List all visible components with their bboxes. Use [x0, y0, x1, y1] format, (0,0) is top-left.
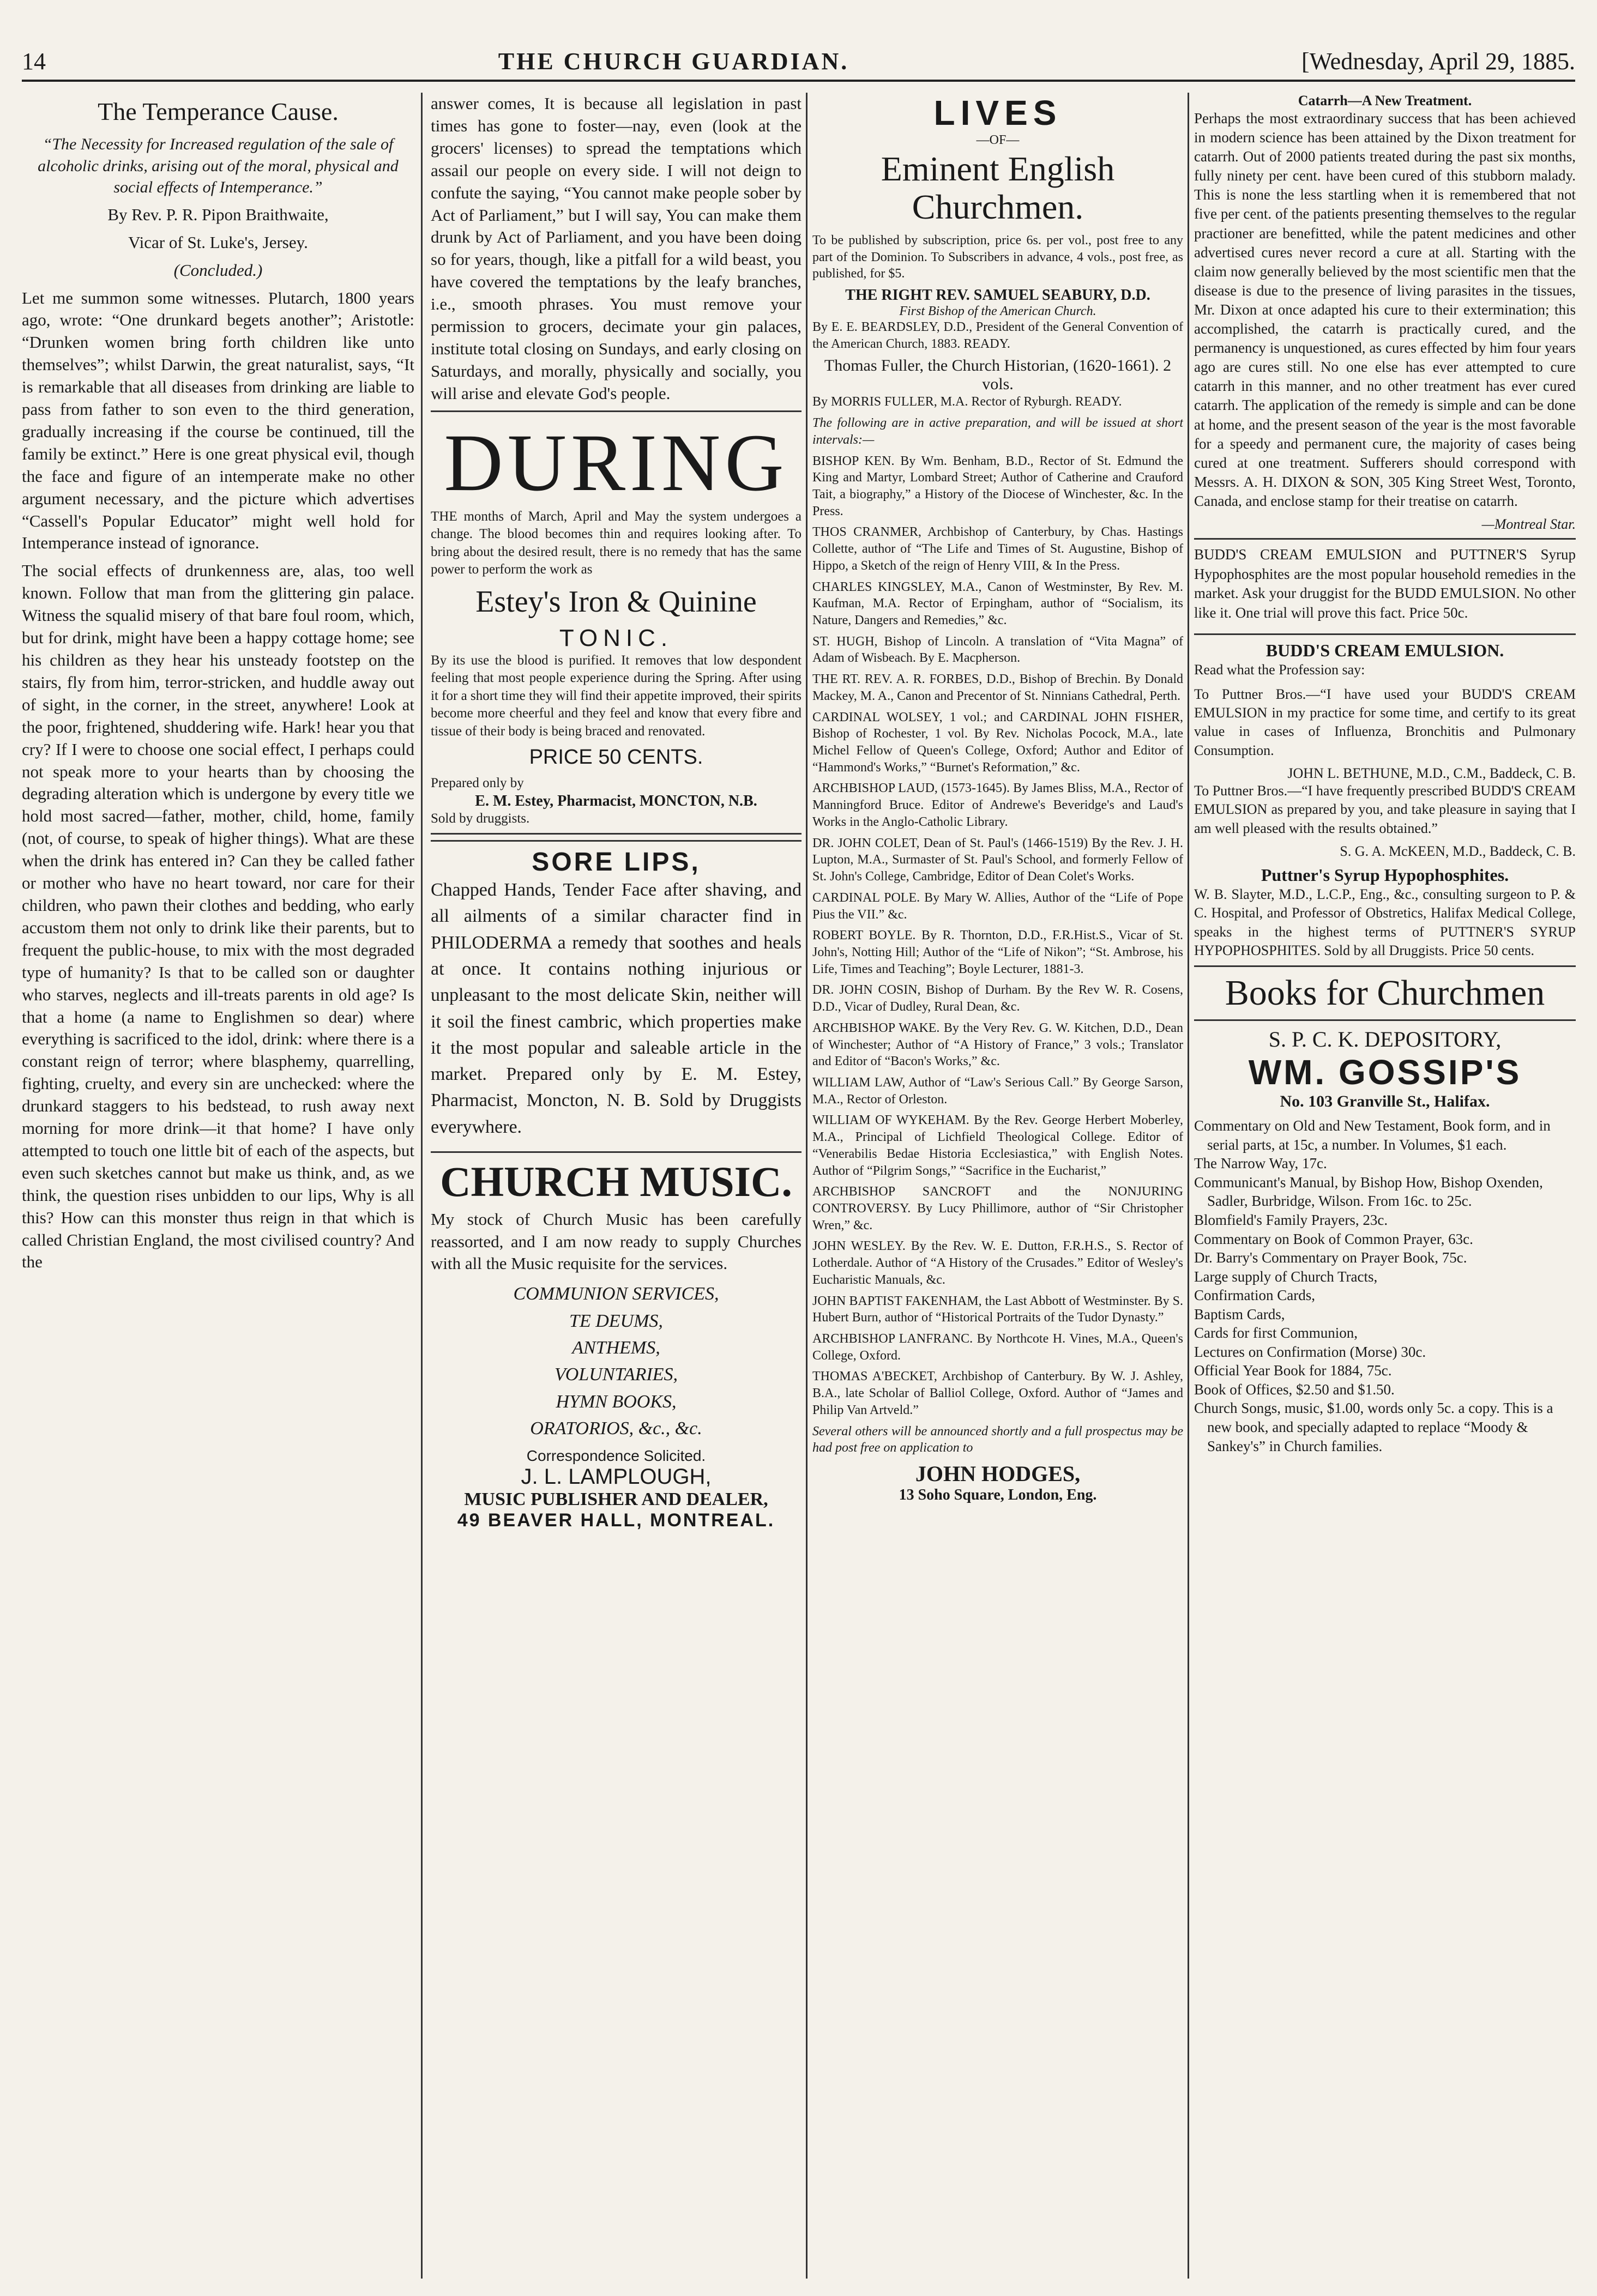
music-item: ANTHEMS,	[572, 1337, 660, 1358]
lives-entry: CARDINAL WOLSEY, 1 vol.; and CARDINAL JOHN FISHER, Bishop of Rochester, 1 vol. By Rev. Nicholas Pocock, M.A., late Michel Fellow of Queen's College, Oxford; Author and Editor of “Hammond's Works,” “Burnet's Reformation,” &c.	[812, 710, 1183, 775]
lives-entry: THOMAS A'BECKET, Archbishop of Canterbury. By W. J. Ashley, B.A., late Scholar of Balliol College, Oxford. Author of “James and Philip Van Artveld.”	[812, 1369, 1183, 1417]
book-item: Book of Offices, $2.50 and $1.50.	[1194, 1381, 1395, 1398]
music-item: HYMN BOOKS,	[556, 1391, 677, 1412]
music-item: TE DEUMS,	[569, 1310, 663, 1331]
seabury-subtitle: First Bishop of the American Church.	[899, 304, 1096, 318]
article-paragraph: Let me summon some witnesses. Plutarch, 1800 years ago, wrote: “One drunkard begets another”; Aristotle: “Drunken women bring forth children like unto themselves”; whilst Darwin, the great naturalist, says, “It is remarkable that all diseases from drinking are liable to pass from father to son even to the third generation, gradually increasing if the course be continued, till the family be extinct.” Here is one great physical evil, though the face and figure of an intemperate make no other argument necessary, and the picture which advertises “Cassell's Popular Educator” might well hold for Intemperance instead of ignorance.	[22, 288, 414, 553]
article-author-parish: Vicar of St. Luke's, Jersey.	[128, 232, 308, 252]
ad-title: SORE LIPS,	[532, 848, 701, 877]
music-item: COMMUNION SERVICES,	[513, 1284, 719, 1304]
ad-body: Chapped Hands, Tender Face after shaving, and all ailments of a similar character find in PHILODERMA a remedy that soothes and heals at once. It contains nothing injurious or unpleasant to the most delicate Skin, neither will it soil the finest cambric, which properties make it the most popular and saleable article in the market. Prepared only by E. M. Estey, Pharmacist, Moncton, N. B. Sold by Druggists everywhere.	[431, 880, 801, 1137]
ad-product-name: Estey's Iron & Quinine	[475, 584, 757, 619]
budd-testimonial: To Puttner Bros.—“I have frequently prescribed BUDD'S CREAM EMULSION as prepared by you, and take pleasure in saying that I am well pleased with the results obtained.”	[1194, 783, 1576, 836]
lives-entry: BISHOP KEN. By Wm. Benham, B.D., Rector of St. Edmund the King and Martyr, Lombard Street; Author of Catherine and Crauford Tait, a biography,” a History of the Diocese of Winchester, &c. In the Press.	[812, 454, 1183, 518]
lives-series-title: Eminent English Churchmen.	[881, 149, 1115, 227]
lives-entry: JOHN BAPTIST FAKENHAM, the Last Abbott of Westminster. By S. Hubert Burn, author of “Historical Portraits of the Tudor Dynasty.”	[812, 1294, 1183, 1325]
correspondence-note: Correspondence Solicited.	[526, 1447, 706, 1465]
masthead	[22, 22, 1575, 82]
lives-entry: CARDINAL POLE. By Mary W. Allies, Author of the “Life of Pope Pius the VII.” &c.	[812, 890, 1183, 922]
ad-title: CHURCH MUSIC.	[440, 1157, 792, 1205]
church-music-ad	[431, 1158, 801, 1531]
lives-entry: THOS CRANMER, Archbishop of Canterbury, by Chas. Hastings Collette, author of “The Life and Times of St. Augustine, Bishop of Hippo, a Sketch of the reign of Henry VIII, & In the Press.	[812, 525, 1183, 573]
ad-sold: Sold by druggists.	[431, 811, 530, 826]
fuller-author: By MORRIS FULLER, M.A. Rector of Ryburgh. READY.	[812, 395, 1122, 409]
ad-price: PRICE 50 CENTS.	[529, 746, 703, 769]
article-author: By Rev. P. R. Pipon Braithwaite,	[107, 204, 329, 224]
seabury-author: By E. E. BEARDSLEY, D.D., President of the General Convention of the American Church, 1883. READY.	[812, 319, 1183, 351]
ad-body: By its use the blood is purified. It removes that low despondent feeling that most people experience during the Spring. After using it for a short time they will find their appetite improved, their spirits become more cheerful and they feel and know that every fibre and tissue of their body is being braced and renovated.	[431, 652, 801, 739]
column-rule	[421, 93, 423, 2279]
lives-entry: ARCHBISHOP LAUD, (1573-1645). By James Bliss, M.A., Rector of Manningford Bruce. Editor of Andrewe's Beveridge's and Laud's Works in the Anglo-Catholic Library.	[812, 781, 1183, 829]
lives-headline: LIVES	[933, 93, 1062, 132]
music-item: VOLUNTARIES,	[555, 1364, 678, 1385]
ad-body: My stock of Church Music has been carefully reassorted, and I am now ready to supply Churches with all the Music requisite for the services.	[431, 1209, 801, 1273]
lives-entry: ARCHBISHOP LANFRANC. By Northcote H. Vines, M.A., Queen's College, Oxford.	[812, 1332, 1183, 1363]
music-item: ORATORIOS, &c., &c.	[530, 1418, 702, 1439]
seabury-title: THE RIGHT REV. SAMUEL SEABURY, D.D.	[845, 286, 1150, 304]
budd-intro: Read what the Profession say:	[1194, 662, 1365, 678]
following-note: The following are in active preparation, and will be issued at short intervals:—	[812, 416, 1183, 447]
book-item: Dr. Barry's Commentary on Prayer Book, 75c.	[1194, 1249, 1467, 1266]
book-item: Large supply of Church Tracts,	[1194, 1268, 1378, 1285]
dealer-name: J. L. LAMPLOUGH,	[521, 1465, 712, 1489]
ad-prepared-label: Prepared only by	[431, 776, 524, 791]
gossip-address: No. 103 Granville St., Halifax.	[1280, 1092, 1490, 1111]
lives-entry: THE RT. REV. A. R. FORBES, D.D., Bishop of Brechin. By Donald Mackey, M. A., Canon and Precentor of St. Ninnians Cathedral, Perth.	[812, 672, 1183, 703]
book-item: Official Year Book for 1884, 75c.	[1194, 1362, 1392, 1379]
lives-of: —OF—	[976, 133, 1020, 147]
budd-title: BUDD'S CREAM EMULSION.	[1265, 641, 1504, 661]
subscription-note: To be published by subscription, price 6s. per vol., post free to any part of the Dominion. To Subscribers in advance, 4 vols., post free, as published, for $5.	[812, 233, 1183, 281]
publisher-name: JOHN HODGES,	[915, 1461, 1081, 1487]
concluded-label: (Concluded.)	[173, 260, 263, 280]
lives-entry: DR. JOHN COLET, Dean of St. Paul's (1466-1519) By the Rev. J. H. Lupton, M.A., Surmaster of St. Paul's School, and formerly Fellow of St. John's College, Cambridge, Editor of Dean Colet's Works.	[812, 836, 1183, 884]
article-continuation: answer comes, It is because all legislation in past times has gone to foster—nay, even (look at the grocers' licenses) to spread the temptations which assail our people on every side. I will not deign to confute the saying, “You cannot make people sober by Act of Parliament,” but I will say, You can make them drunk by Act of Parliament, and you have been doing so for years, though, like a pitfall for a wild beast, you have covered the temptations by the leafy branches, i.e., smooth phrases. You must remove your permission to grocers, decimate your gin palaces, institute total closing on Sundays, and early closing on Saturdays, and morally, physically and socially, you will arise and elevate God's people.	[431, 94, 801, 403]
column-remedies-books	[1194, 93, 1576, 2279]
lives-entry: WILLIAM OF WYKEHAM. By the Rev. George Herbert Moberley, M.A., Principal of Lichfield Theological College. Editor of “Venerabilis Bedae Historia Ecclesiastica,” with English Notes. Author of “Pilgrim Songs,” “Sacrifice in the Eucharist,”	[812, 1113, 1183, 1178]
lives-entry: ARCHBISHOP WAKE. By the Very Rev. G. W. Kitchen, D.D., Dean of Winchester; Author of “A History of France,” 3 vols.; Translator and Editor of “Bacon's Works,” &c.	[812, 1020, 1183, 1069]
lives-entry: CHARLES KINGSLEY, M.A., Canon of Westminster, By Rev. M. Kaufman, M.A. Rector of Erpingham, author of “Socialism, its Nature, Dangers and Remedies,” &c.	[812, 579, 1183, 627]
gossip-name: WM. GOSSIP'S	[1248, 1053, 1522, 1092]
budd-testimonial-sig: S. G. A. McKEEN, M.D., Baddeck, C. B.	[1340, 843, 1576, 859]
lives-entry: ARCHBISHOP SANCROFT and the NONJURING CONTROVERSY. By Lucy Phillimore, author of “Sir Christopher Wren,” &c.	[812, 1185, 1183, 1232]
sore-lips-ad	[431, 840, 801, 1153]
ad-maker: E. M. Estey, Pharmacist, MONCTON, N.B.	[475, 792, 757, 809]
book-item: Confirmation Cards,	[1194, 1287, 1315, 1304]
budd-testimonial: To Puttner Bros.—“I have used your BUDD'S CREAM EMULSION in my practice for some time, and certify to its great value in cases of Influenza, Bronchitis and Pulmonary Consumption.	[1194, 686, 1576, 758]
books-headline: Books for Churchmen	[1225, 973, 1545, 1013]
article-subtitle: “The Necessity for Increased regulation of the sale of alcoholic drinks, arising out of the moral, physical and social effects of Intemperance.”	[38, 135, 399, 197]
book-item: Lectures on Confirmation (Morse) 30c.	[1194, 1343, 1426, 1360]
puttner-title: Puttner's Syrup Hypophosphites.	[1261, 865, 1509, 885]
book-item: Blomfield's Family Prayers, 23c.	[1194, 1211, 1388, 1228]
catarrh-article: Perhaps the most extraordinary success that has been achieved in modern science has been attained by the Dixon treatment for catarrh. Out of 2000 patients treated during the past six months, fully ninety per cent. have been cured of this stubborn malady. This is none the less startling when it is remembered that not five per cent. of the patients presenting themselves to the regular practioner are benefitted, while the patent medicines and other advertised cures never record a cure at all. Starting with the claim now generally believed by the most scientific men that the disease is due to the presence of living parasites in the tissues, Mr. Dixon at once adapted his cure to their extermination; this accomplished, the catarrh is practically cured, and the permanency is unquestioned, as cures effected by him four years ago are cures still. No one else has ever attempted to cure catarrh in this manner, and no other treatment has ever cured catarrh. The application of the remedy is simple and can be done at home, and the present season of the year is the most favorable for a speedy and permanent cure, the majority of cases being cured at one treatment. Sufferers should correspond with Messrs. A. H. DIXON & SON, 305 King Street West, Toronto, Canada, and enclose stamp for their treatise on catarrh.	[1194, 110, 1576, 509]
budd-ad: BUDD'S CREAM EMULSION and PUTTNER'S Syrup Hypophosphites are the most popular household remedies in the market. Ask your druggist for the BUDD EMULSION. No other like it. One trial will prove this fact. Price 50c.	[1194, 546, 1576, 621]
newspaper-title: THE CHURCH GUARDIAN.	[498, 48, 849, 75]
book-item: The Narrow Way, 17c.	[1194, 1155, 1327, 1172]
column-lives	[812, 93, 1183, 2279]
lives-entry: JOHN WESLEY. By the Rev. W. E. Dutton, F.R.H.S., S. Rector of Lotherdale. Author of “A History of the Crusades.” Editor of Wesley's Eucharistic Manuals, &c.	[812, 1239, 1183, 1287]
lives-entry: ST. HUGH, Bishop of Lincoln. A translation of “Vita Magna” of Adam of Wisbeach. By E. Macpherson.	[812, 634, 1183, 666]
catarrh-title: Catarrh—A New Treatment.	[1298, 93, 1472, 108]
column-temperance	[22, 93, 414, 2279]
lives-entry: DR. JOHN COSIN, Bishop of Durham. By the Rev W. R. Cosens, D.D., Vicar of Dudley, Rural Dean, &c.	[812, 983, 1183, 1014]
article-paragraph: The social effects of drunkenness are, alas, too well known. Follow that man from the glittering gin palace. Witness the squalid misery of that bare foul room, which, but for drink, might have been a happy cottage home; see his children as they hear his unsteady footstep on the stairs, fly from him, terror-stricken, and huddle away out of sight, in the corner, in the street, anywhere! Look at the poor, frightened, shuddering wife. Hark! hear you that cry? If I were to choose one social effect, I perhaps could not speak more to your hearts than by choosing the degrading alteration which is undergone by every title we hold most sacred—father, mother, child, home, family (not, of course, to speak of higher things). What are these when the drink has entered in? Can they be called father or mother who have no heart toward, nor care for their children, who pawn their clothes and bedding, who early accustom them not only to drink like their parents, but to frequent the public-house, to mix with the most degraded type of humanity? Is that to be called son or daughter who starves, neglects and ill-treats parents in old age? Is that a home (a name to Englishmen so dear) where everything is sacrificed to the idol, drink: where there is a constant reign of terror; where blasphemy, quarrelling, fighting, cruelty, and every sin are unchecked: where the drunkard staggers to his bedstead, to rush away next morning for more drink—it that home? I have only attempted to touch one little bit of each of the aspects, but even such sketches cannot but make us think, and, as we think, the question rises unbidden to our lips, Why is all this? How can this monster thus reign in that which is called Christian England, the most civilised country? And the	[22, 561, 414, 1272]
article-title: The Temperance Cause.	[98, 98, 339, 125]
book-item: Commentary on Old and New Testament, Book form, and in serial parts, at 15c, a number. In Volumes, $1 each.	[1194, 1117, 1551, 1153]
dealer-trade: MUSIC PUBLISHER AND DEALER,	[464, 1489, 768, 1510]
column-rule	[806, 93, 807, 2279]
spck-depository: S. P. C. K. DEPOSITORY,	[1268, 1027, 1502, 1052]
lives-entry: WILLIAM LAW, Author of “Law's Serious Call.” By George Sarson, M.A., Rector of Orleston.	[812, 1075, 1183, 1107]
dealer-address: 49 BEAVER HALL, MONTREAL.	[457, 1510, 775, 1531]
budd-testimonial-sig: JOHN L. BETHUNE, M.D., C.M., Baddeck, C. B.	[1287, 765, 1576, 782]
publisher-address: 13 Soho Square, London, Eng.	[899, 1487, 1097, 1504]
column-rule	[1188, 93, 1189, 2279]
estey-tonic-ad	[431, 410, 801, 835]
book-item: Cards for first Communion,	[1194, 1325, 1358, 1342]
column-ads-estey	[431, 93, 801, 2279]
book-item: Communicant's Manual, by Bishop How, Bishop Oxenden, Sadler, Burbridge, Wilson. From 16c. to 25c.	[1194, 1174, 1543, 1210]
book-list	[1194, 1116, 1576, 1455]
lives-list	[812, 453, 1183, 1419]
book-item: Baptism Cards,	[1194, 1306, 1285, 1322]
puttner-ad: W. B. Slayter, M.D., L.C.P., Eng., &c., consulting surgeon to P. & C. Hospital, and Professor of Obstretics, Halifax Medical College, speaks in the highest terms of PUTTNER'S SYRUP HYPOPHOSPHITES. Sold by all Druggists. Price 50 cents.	[1194, 886, 1576, 958]
catarrh-source: —Montreal Star.	[1481, 516, 1576, 532]
ad-intro: THE months of March, April and May the system undergoes a change. The blood becomes thin and requires looking after. To bring about the desired result, there is no remedy that has the same power to perform the work as	[431, 509, 801, 577]
issue-date: [Wednesday, April 29, 1885.	[1301, 48, 1575, 75]
lives-entry: ROBERT BOYLE. By R. Thornton, D.D., F.R.Hist.S., Vicar of St. John's, Notting Hill; Author of the “Life of Nikon”; “St. Ambrose, his Life, Times and Teaching”; Boyle Lecturer, 1881-3.	[812, 928, 1183, 976]
prospectus-note: Several others will be announced shortly and a full prospectus may be had post free on application to	[812, 1424, 1183, 1455]
ad-product-type: TONIC.	[559, 624, 673, 651]
fuller-title: Thomas Fuller, the Church Historian, (1620-1661). 2 vols.	[824, 357, 1172, 394]
book-item: Commentary on Book of Common Prayer, 63c.	[1194, 1230, 1473, 1247]
ad-headline: DURING	[444, 417, 788, 508]
page-number: 14	[22, 48, 46, 75]
book-item: Church Songs, music, $1.00, words only 5c. a copy. This is a new book, and specially adapted to replace “Moody & Sankey's” in Church families.	[1194, 1400, 1553, 1454]
